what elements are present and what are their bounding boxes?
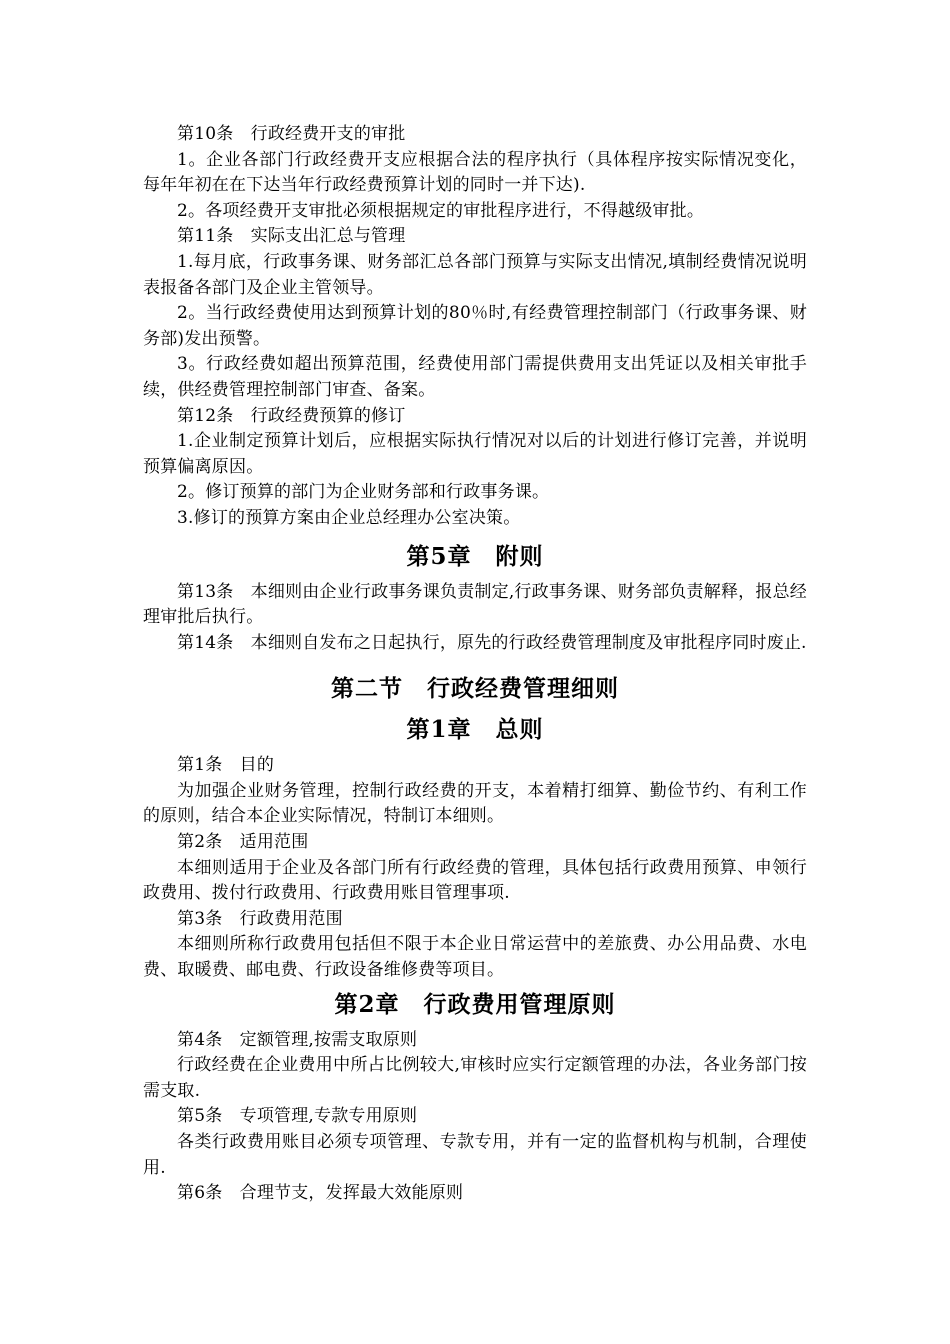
article-6-heading: 第6条 合理节支，发挥最大效能原则 (177, 1183, 464, 1204)
article-12-heading: 第12条 行政经费预算的修订 (177, 405, 406, 426)
paragraph: 1。企业各部门行政经费开支应根据合法的程序执行（具体程序按实际情况变化，每年年初在在下达当年行政经费预算计划的同时一并下达). (143, 149, 807, 196)
paragraph: 2。修订预算的部门为企业财务部和行政事务课。 (177, 482, 550, 503)
article-2-heading: 第2条 适用范围 (177, 832, 309, 853)
article-1-heading: 第1条 目的 (177, 755, 275, 776)
paragraph: 2。各项经费开支审批必须根据规定的审批程序进行，不得越级审批。 (177, 200, 705, 221)
paragraph: 3.修订的预算方案由企业总经理办公室决策。 (177, 507, 521, 528)
article-10-heading: 第10条 行政经费开支的审批 (177, 124, 406, 144)
paragraph: 各类行政费用账目必须专项管理、专款专用，并有一定的监督机构与机制，合理使用. (143, 1132, 807, 1178)
chapter-2-title: 第2章 行政费用管理原则 (334, 990, 616, 1018)
paragraph: 本细则适用于企业及各部门所有行政经费的管理，具体包括行政费用预算、申领行政费用、拨付行政费用、行政费用账目管理事项. (143, 857, 807, 904)
article-4-heading: 第4条 定额管理,按需支取原则 (177, 1029, 418, 1050)
chapter-1-title: 第1章 总则 (406, 716, 544, 744)
paragraph: 行政经费在企业费用中所占比例较大,审核时应实行定额管理的办法，各业务部门按需支取. (143, 1055, 807, 1101)
paragraph: 3。行政经费如超出预算范围，经费使用部门需提供费用支出凭证以及相关审批手续，供经费管理控制部门审查、备案。 (143, 354, 807, 400)
section-part3 (143, 753, 807, 983)
article-5-heading: 第5条 专项管理,专款专用原则 (177, 1106, 418, 1127)
section-title: 第二节 行政经费管理细则 (331, 675, 619, 703)
paragraph: 1.企业制定预算计划后，应根据实际执行情况对以后的计划进行修订完善，并说明预算偏离原因。 (143, 431, 807, 477)
paragraph: 本细则所称行政费用包括但不限于本企业日常运营中的差旅费、办公用品费、水电费、取暖费、邮电费、行政设备维修费等项目。 (143, 934, 807, 981)
article-3-heading: 第3条 行政费用范围 (177, 908, 343, 929)
paragraph: 为加强企业财务管理，控制行政经费的开支，本着精打细算、勤俭节约、有利工作的原则，结合本企业实际情况，特制订本细则。 (143, 780, 807, 827)
article-14: 第14条 本细则自发布之日起执行，原先的行政经费管理制度及审批程序同时废止. (177, 632, 807, 653)
paragraph: 1.每月底，行政事务课、财务部汇总各部门预算与实际支出情况,填制经费情况说明表报备各部门及企业主管领导。 (143, 251, 807, 298)
chapter-5-title: 第5章 附则 (406, 542, 544, 570)
section-part4 (143, 1028, 807, 1207)
article-11-heading: 第11条 实际支出汇总与管理 (177, 226, 406, 247)
section-part2 (143, 580, 807, 657)
paragraph: 2。当行政经费使用达到预算计划的80％时,有经费管理控制部门（行政事务课、财务部)发出预警。 (143, 303, 807, 349)
document-body (143, 122, 807, 1207)
article-13: 第13条 本细则由企业行政事务课负责制定,行政事务课、财务部负责解释，报总经理审批后执行。 (143, 581, 807, 628)
section-part1 (143, 122, 807, 532)
